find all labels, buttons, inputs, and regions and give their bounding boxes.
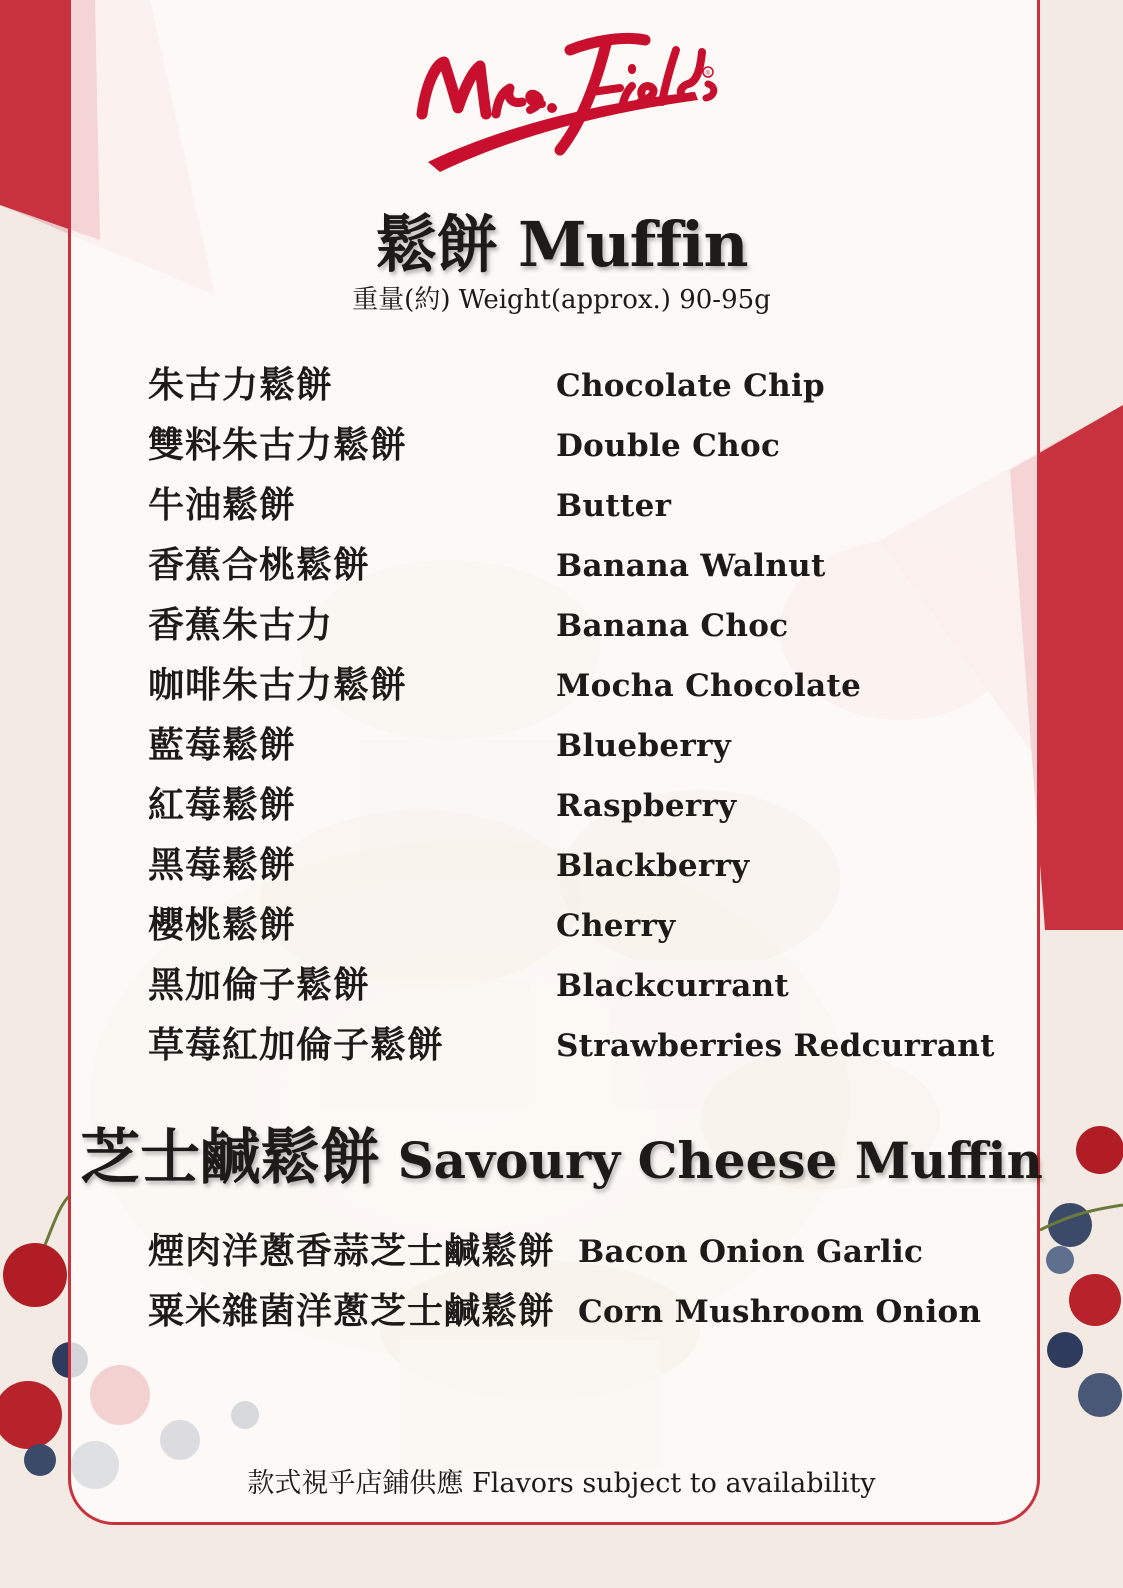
section-title-zh: 芝士鹹鬆餅 [80,1123,381,1193]
item-name-zh: 櫻桃鬆餅 [148,904,297,946]
item-name-zh: 朱古力鬆餅 [148,364,334,406]
item-name-en: Corn Mushroom Onion [578,1294,982,1330]
item-name-zh: 咖啡朱古力鬆餅 [148,664,408,706]
item-name-en: Blueberry [556,728,732,764]
list-item [148,836,1008,896]
item-name-en: Banana Walnut [556,548,826,584]
savoury-list [148,1222,1008,1342]
section-title-en: Savoury Cheese Muffin [397,1131,1043,1190]
item-name-zh: 黑莓鬆餅 [148,844,297,886]
item-name-zh: 雙料朱古力鬆餅 [148,424,408,466]
list-item [148,896,1008,956]
cherry [1069,1274,1121,1326]
section-title-savoury [0,1118,1123,1201]
item-name-en: Banana Choc [556,608,789,644]
item-name-zh: 紅莓鬆餅 [148,784,297,826]
item-name-en: Raspberry [556,788,737,824]
item-name-zh: 黑加倫子鬆餅 [148,964,371,1006]
item-name-zh: 藍莓鬆餅 [148,724,297,766]
list-item [148,536,1008,596]
item-name-en: Cherry [556,908,676,944]
availability-note: 款式視乎店鋪供應 Flavors subject to availability [247,1468,876,1499]
list-item [148,1016,1008,1076]
item-name-en: Bacon Onion Garlic [578,1234,924,1270]
item-name-zh: 牛油鬆餅 [148,484,297,526]
list-item [148,656,1008,716]
weight-note: 重量(約) Weight(approx.) 90-95g [352,285,771,315]
list-item [148,416,1008,476]
list-item [148,956,1008,1016]
item-name-en: Chocolate Chip [556,368,826,404]
list-item [148,1282,1008,1342]
list-item [148,716,1008,776]
cherry [3,1243,67,1307]
item-name-en: Mocha Chocolate [556,668,862,704]
blueberry [1046,1246,1074,1274]
item-name-en: Double Choc [556,428,781,464]
item-name-zh: 粟米雜菌洋蔥芝士鹹鬆餅 [148,1290,556,1332]
blueberry [1078,1373,1122,1417]
item-name-zh: 香蕉合桃鬆餅 [148,544,371,586]
mrs-fields-logo [410,22,720,172]
item-name-zh: 香蕉朱古力 [148,604,334,646]
muffin-list [148,356,1008,1076]
item-name-en: Blackcurrant [556,968,790,1004]
list-item [148,356,1008,416]
item-name-en: Blackberry [556,848,750,884]
item-name-zh: 煙肉洋蔥香蒜芝士鹹鬆餅 [148,1230,556,1272]
svg-text:®: ® [705,71,710,77]
list-item [148,1222,1008,1282]
list-item [148,476,1008,536]
blueberry [1047,1332,1083,1368]
blueberry [1048,1203,1092,1247]
list-item [148,596,1008,656]
item-name-en: Butter [556,488,672,524]
list-item [148,776,1008,836]
page-title: 鬆餅 Muffin [375,208,748,281]
item-name-zh: 草莓紅加倫子鬆餅 [148,1024,445,1066]
item-name-en: Strawberries Redcurrant [556,1028,995,1064]
